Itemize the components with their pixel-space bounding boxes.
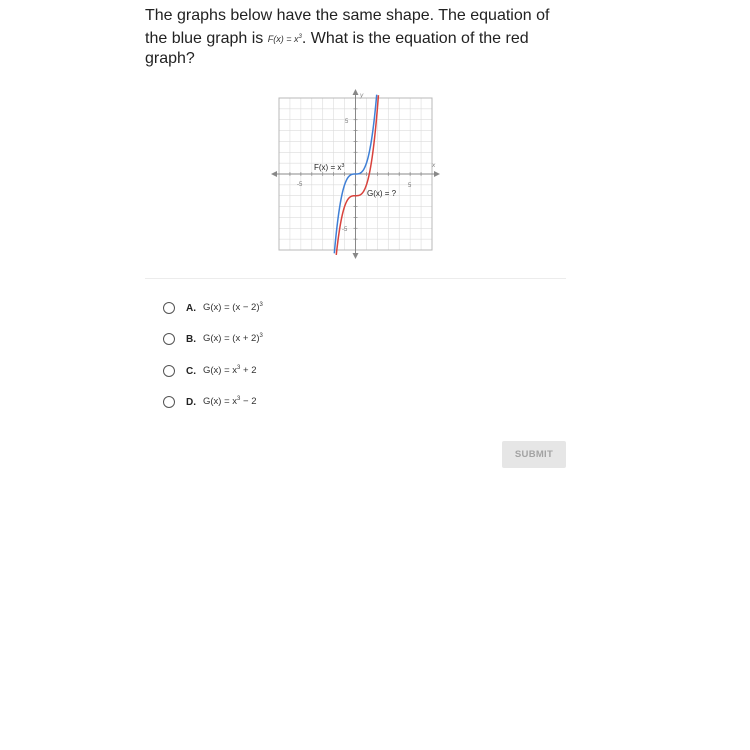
option-b-letter: B.	[186, 333, 196, 345]
divider	[145, 278, 566, 279]
x-axis-right-arrow	[434, 171, 440, 177]
option-a-text	[203, 302, 263, 313]
option-d-exponent: 3	[237, 396, 241, 403]
option-d-base: G(x) = x	[203, 396, 238, 408]
blue-graph-label	[314, 163, 344, 172]
question-part-1: The graphs below have the same shape. The equation of the blue graph is	[145, 7, 550, 47]
graph-svg	[270, 88, 442, 260]
y-axis-top-arrow	[353, 89, 359, 95]
option-c-exponent: 3	[237, 365, 241, 372]
option-d[interactable]	[163, 392, 257, 412]
radio-button-b[interactable]	[163, 333, 175, 345]
option-c-tail: + 2	[240, 365, 257, 377]
red-graph-label: G(x) = ?	[367, 189, 397, 198]
option-a-exponent: 3	[259, 302, 263, 309]
option-d-tail: − 2	[240, 396, 257, 408]
inline-equation-exponent: 3	[298, 33, 302, 40]
question-text	[145, 6, 555, 70]
option-c-base: G(x) = x	[203, 365, 238, 377]
option-c-letter: C.	[186, 365, 196, 377]
x-tick-label-neg: -5	[297, 182, 303, 188]
y-tick-label-pos: 5	[345, 119, 349, 125]
graph	[270, 88, 442, 260]
y-tick-label-neg: -5	[342, 227, 348, 233]
question-part-2: . What is the equation of the red graph?	[145, 29, 529, 67]
y-axis-label: y	[360, 92, 364, 99]
option-c[interactable]	[163, 361, 257, 381]
option-b[interactable]	[163, 329, 263, 349]
option-a[interactable]	[163, 298, 263, 318]
option-d-text	[203, 396, 257, 407]
option-b-exponent: 3	[259, 333, 263, 340]
y-axis-bottom-arrow	[353, 253, 359, 259]
inline-equation	[268, 27, 302, 50]
blue-label-base: F(x) = x	[314, 163, 342, 172]
blue-label-exponent: 3	[341, 163, 345, 169]
option-b-text	[203, 333, 263, 344]
x-axis-left-arrow	[271, 171, 277, 177]
option-d-letter: D.	[186, 396, 196, 408]
option-b-base: G(x) = (x + 2)	[203, 333, 260, 345]
radio-button-a[interactable]	[163, 302, 175, 314]
option-a-base: G(x) = (x − 2)	[203, 302, 260, 314]
option-a-letter: A.	[186, 302, 196, 314]
submit-button[interactable]: SUBMIT	[502, 441, 566, 468]
x-axis-label: x	[432, 162, 436, 169]
radio-button-c[interactable]	[163, 365, 175, 377]
x-tick-label-pos: 5	[408, 183, 412, 189]
radio-button-d[interactable]	[163, 396, 175, 408]
inline-equation-base: F(x) = x	[267, 33, 299, 44]
option-c-text	[203, 365, 257, 376]
